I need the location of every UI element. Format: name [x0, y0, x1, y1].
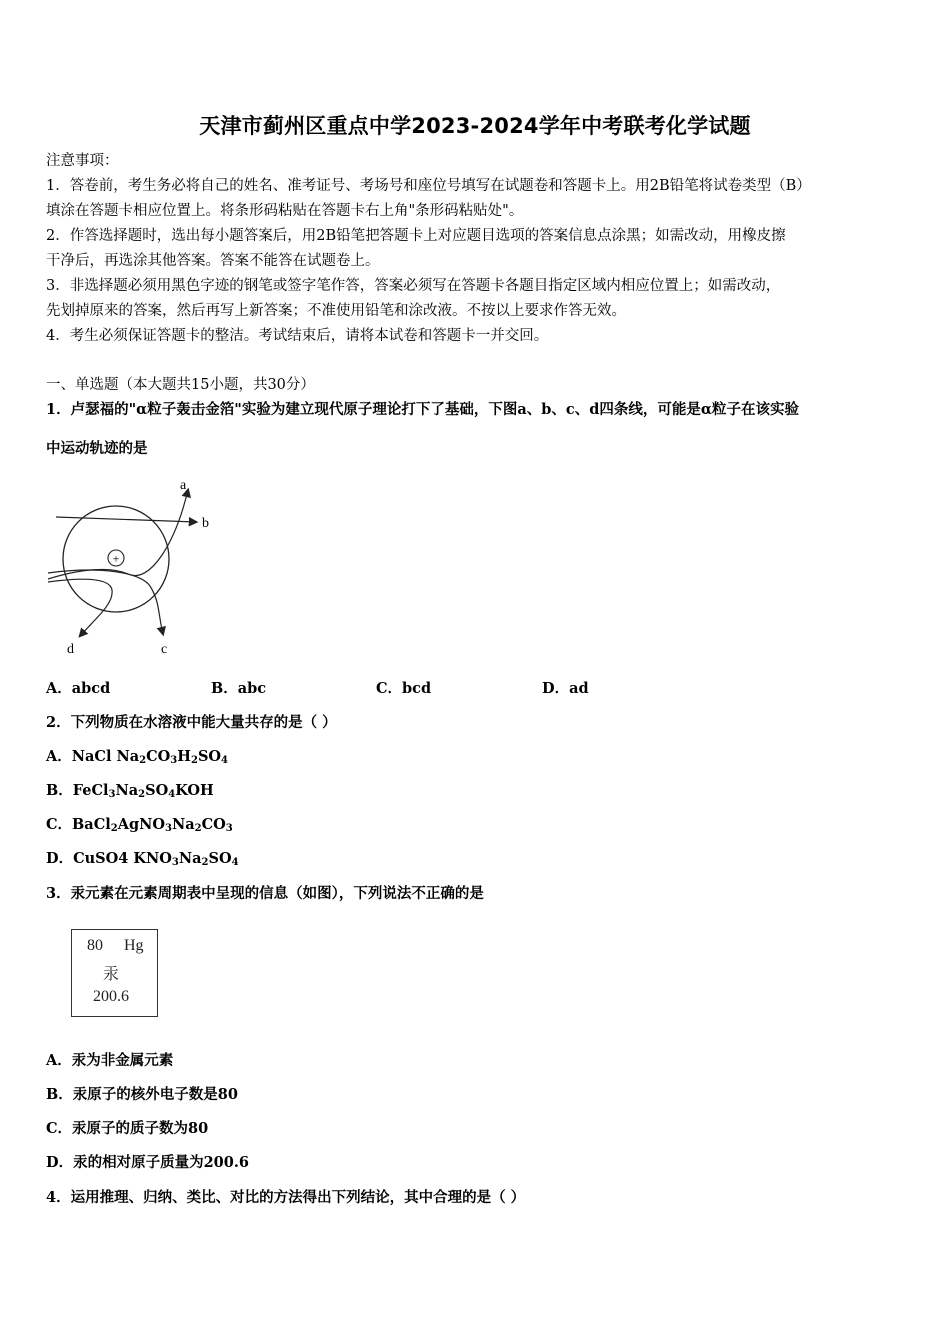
question-4-stem: 4．运用推理、归纳、类比、对比的方法得出下列结论，其中合理的是（ ）	[46, 1189, 526, 1206]
label-a: a	[180, 478, 187, 493]
notice-line: 1．答卷前，考生务必将自己的姓名、准考证号、考场号和座位号填写在试题卷和答题卡上。用2B铅笔将试卷类型（B）	[46, 178, 811, 194]
q1-option-c: C．bcd	[376, 680, 432, 697]
q3-option-c: C．汞原子的质子数为80	[46, 1120, 209, 1137]
element-atomic-number: 80	[87, 937, 103, 954]
question-1-stem: 1．卢瑟福的"α粒子轰击金箔"实验为建立现代原子理论打下了基础，下图a、b、c、d四条线，可能是α粒子在该实验	[46, 401, 800, 418]
label-d: d	[67, 642, 74, 657]
element-name: 汞	[103, 966, 120, 983]
element-symbol: Hg	[124, 937, 144, 954]
notice-line: 4．考生必须保证答题卡的整洁。考试结束后，请将本试卷和答题卡一并交回。	[46, 328, 549, 344]
alpha-scattering-diagram	[40, 474, 230, 664]
notice-line: 2．作答选择题时，选出每小题答案后，用2B铅笔把答题卡上对应题目选项的答案信息点涂黑；如需改动，用橡皮擦	[46, 228, 786, 244]
q2-option-a: A．NaCl $Na_2CO_3H_2SO_4$	[46, 748, 229, 766]
notice-line: 干净后，再选涂其他答案。答案不能答在试题卷上。	[46, 253, 380, 269]
trajectory-d	[48, 579, 112, 636]
trajectory-b	[56, 517, 196, 522]
label-b: b	[202, 516, 209, 531]
q3-option-d: D．汞的相对原子质量为200.6	[46, 1154, 249, 1171]
question-3-stem: 3．汞元素在元素周期表中呈现的信息（如图），下列说法不正确的是	[46, 885, 484, 902]
notice-line: 先划掉原来的答案，然后再写上新答案；不准使用铅笔和涂改液。不按以上要求作答无效。	[46, 303, 626, 319]
q2-option-b: B．$FeCl_3Na_2SO_4KOH$	[46, 782, 214, 800]
q2-option-d: D．CuSO4 $KNO_3Na_2SO_4$	[46, 850, 239, 868]
q3-option-a: A．汞为非金属元素	[46, 1052, 174, 1069]
notice-line: 填涂在答题卡相应位置上。将条形码粘贴在答题卡右上角"条形码粘贴处"。	[46, 203, 524, 219]
page-title: 天津市蓟州区重点中学2023-2024学年中考联考化学试题	[199, 114, 751, 138]
question-1-stem-cont: 中运动轨迹的是	[46, 440, 148, 457]
q1-option-a: A．abcd	[46, 680, 111, 697]
nucleus-plus: +	[112, 551, 120, 566]
section-heading: 一、单选题（本大题共15小题，共30分）	[46, 377, 315, 393]
notice-line: 3．非选择题必须用黑色字迹的钢笔或签字笔作答，答案必须写在答题卡各题目指定区域内相应位置上；如需改动，	[46, 278, 781, 294]
notice-heading: 注意事项：	[46, 153, 119, 169]
element-atomic-mass: 200.6	[93, 988, 129, 1005]
q3-option-b: B．汞原子的核外电子数是80	[46, 1086, 238, 1103]
q1-option-b: B．abc	[211, 680, 267, 697]
question-2-stem: 2．下列物质在水溶液中能大量共存的是（ ）	[46, 714, 337, 731]
q2-option-c: C．$BaCl_2AgNO_3Na_2CO_3$	[46, 816, 233, 834]
label-c: c	[161, 642, 168, 657]
q1-option-d: D．ad	[542, 680, 589, 697]
element-card-mercury	[71, 929, 158, 1017]
